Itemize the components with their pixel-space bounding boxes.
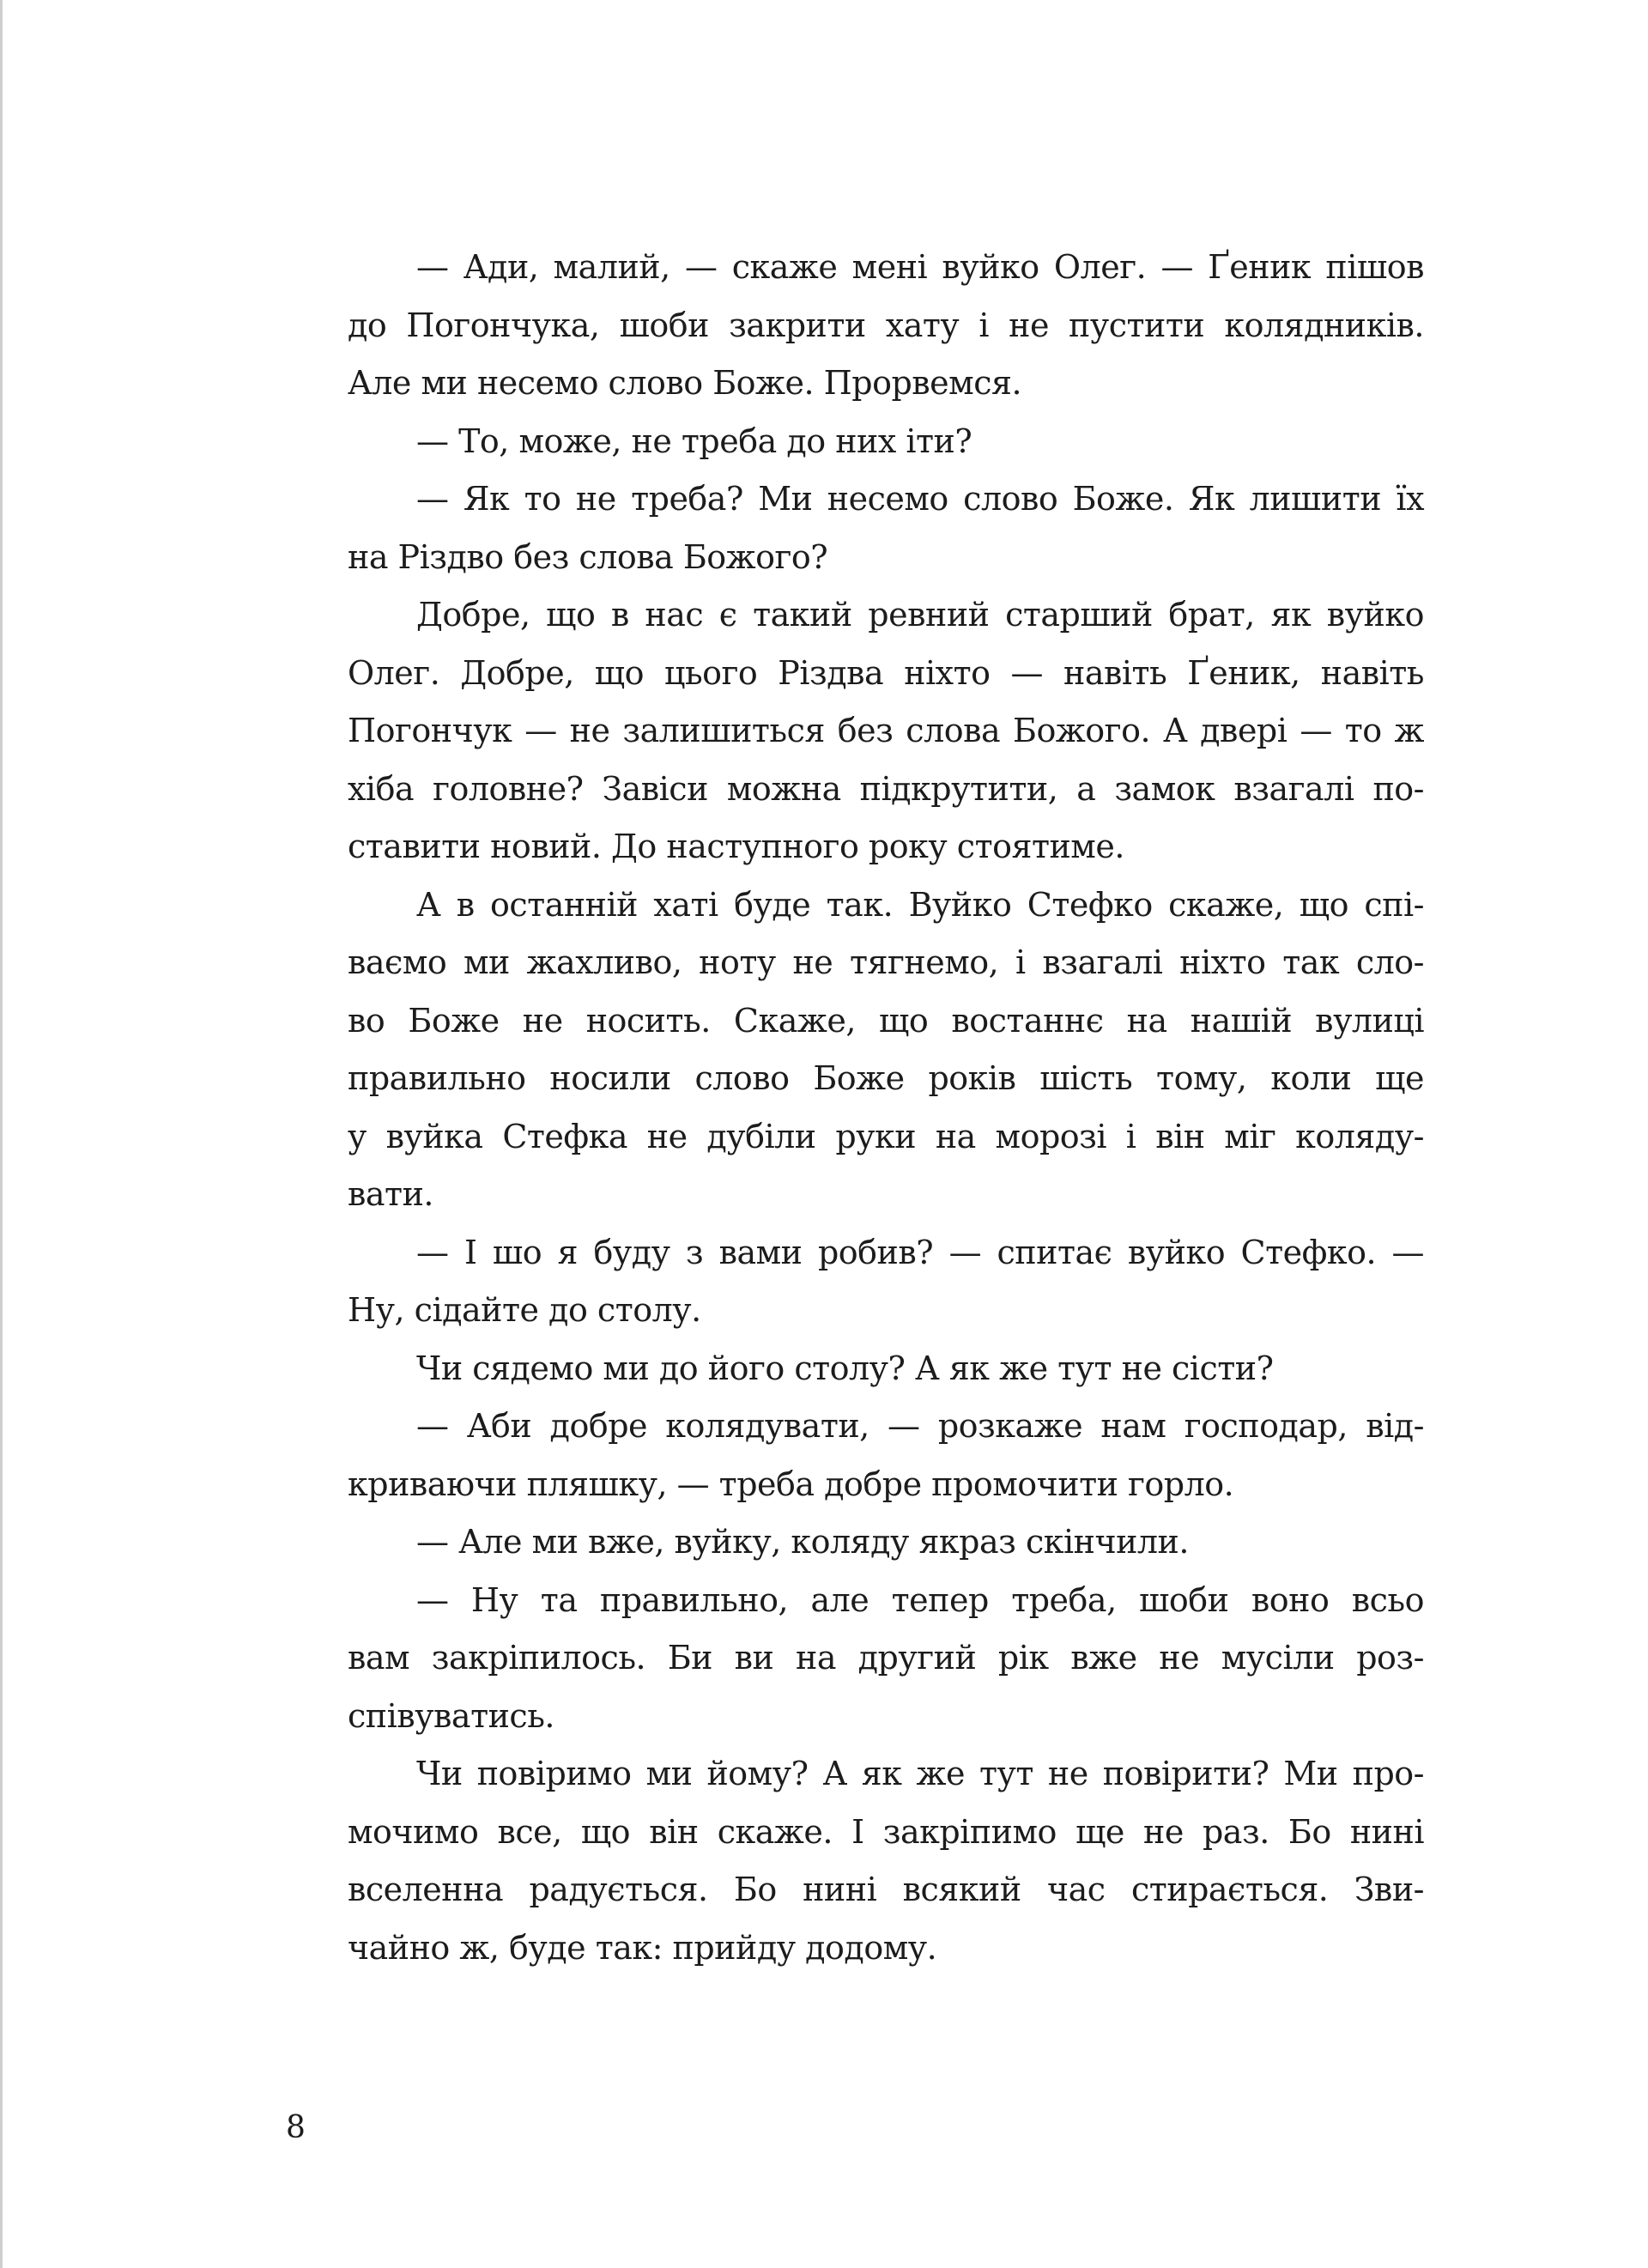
text-line: — Як то не треба? Ми несемо слово Боже. Як лишити їх — [416, 480, 1424, 518]
text-line: співуватись. — [348, 1696, 554, 1735]
text-line: хіба головне? Завіси можна підкрутити, а замок взагалі по- — [348, 769, 1424, 808]
text-line: А в останній хаті буде так. Вуйко Стефко скаже, що спі- — [416, 885, 1424, 924]
text-line: Чи сядемо ми до його столу? А як же тут не сісти? — [416, 1349, 1274, 1387]
text-line: — То, може, не треба до них іти? — [416, 421, 972, 460]
text-line: вселенна радується. Бо нині всякий час стирається. Зви- — [348, 1871, 1424, 1908]
body-text — [348, 239, 1424, 1977]
text-line: во Боже не носить. Скаже, що востаннє на нашій вулиці — [348, 1001, 1424, 1040]
text-line: у вуйка Стефка не дубіли руки на морозі і він міг коляду- — [348, 1117, 1424, 1155]
text-line: ваємо ми жахливо, ноту не тягнемо, і взагалі ніхто так сло- — [348, 943, 1424, 981]
text-line: Ну, сідайте до столу. — [348, 1291, 701, 1329]
text-line: Але ми несемо слово Боже. Прорвемся. — [348, 364, 1022, 402]
text-line: Олег. Добре, що цього Різдва ніхто — навіть Ґеник, навіть — [348, 653, 1424, 692]
text-line: вам закріпилось. Би ви на другий рік вже не мусіли роз- — [348, 1639, 1424, 1677]
text-line: — Аби добре колядувати, — розкаже нам господар, від- — [416, 1407, 1424, 1445]
text-line: Добре, що в нас є такий ревний старший брат, як вуйко — [416, 596, 1424, 634]
text-line: криваючи пляшку, — треба добре промочити горло. — [348, 1464, 1234, 1503]
page-number: 8 — [286, 2110, 306, 2145]
text-line: вати. — [348, 1175, 433, 1213]
text-line: Чи повіримо ми йому? А як же тут не повірити? Ми про- — [416, 1755, 1424, 1792]
text-line: на Різдво без слова Божого? — [348, 537, 828, 576]
text-line: чайно ж, буде так: прийду додому. — [348, 1928, 937, 1967]
text-line: — Ади, малий, — скаже мені вуйко Олег. — Ґеник пішов — [416, 248, 1424, 286]
text-line: — Але ми вже, вуйку, коляду якраз скінчили. — [416, 1523, 1189, 1561]
text-line: — І шо я буду з вами робив? — спитає вуйко Стефко. — — [416, 1233, 1424, 1271]
text-line: до Погончука, шоби закрити хату і не пустити колядників. — [348, 306, 1424, 344]
text-line: ставити новий. До наступного року стоятиме. — [348, 828, 1124, 865]
text-line: мочимо все, що він скаже. І закріпимо ще не раз. Бо нині — [348, 1812, 1424, 1851]
text-line: Погончук — не залишиться без слова Божого. А двері — то ж — [348, 712, 1424, 749]
text-line: правильно носили слово Боже років шість тому, коли ще — [348, 1059, 1424, 1097]
text-line: — Ну та правильно, але тепер треба, шоби воно всьо — [416, 1580, 1424, 1619]
